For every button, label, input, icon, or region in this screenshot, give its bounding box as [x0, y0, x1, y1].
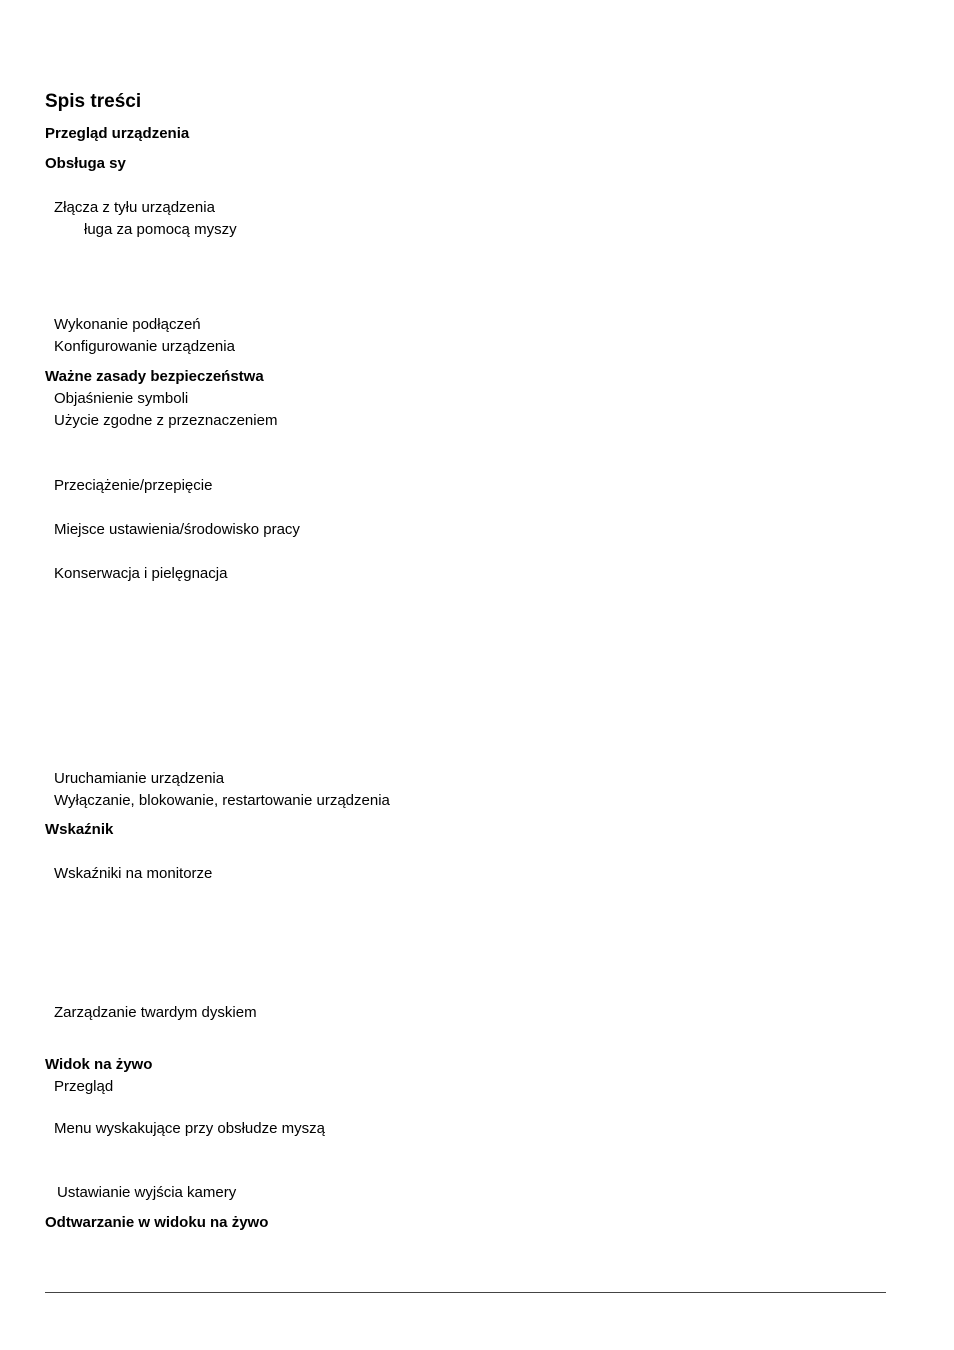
toc-entry-zlacza[interactable]: Złącza z tyłu urządzenia: [54, 199, 215, 216]
footer-divider: [45, 1292, 886, 1293]
toc-entry-zarzadzanie-dyskiem[interactable]: Zarządzanie twardym dyskiem: [54, 1004, 257, 1021]
toc-entry-uruchamianie[interactable]: Uruchamianie urządzenia: [54, 770, 225, 787]
toc-heading-przeglad-urzadzenia[interactable]: Przegląd urządzenia: [45, 125, 190, 142]
toc-entry-wylaczanie[interactable]: Wyłączanie, blokowanie, restartowanie urządzenia: [54, 792, 390, 809]
toc-entry-przeglad[interactable]: Przegląd: [54, 1078, 114, 1095]
toc-heading-wskaznik[interactable]: Wskaźnik: [45, 821, 114, 838]
toc-entry-menu-wyskakujace[interactable]: Menu wyskakujące przy obsłudze myszą: [54, 1120, 325, 1137]
toc-heading-odtwarzanie[interactable]: Odtwarzanie w widoku na żywo: [45, 1214, 269, 1231]
toc-entry-miejsce-ustawienia[interactable]: Miejsce ustawienia/środowisko pracy: [54, 521, 300, 538]
toc-entry-podlaczenia[interactable]: Wykonanie podłączeń: [54, 316, 201, 333]
toc-heading-zasady-bezpieczenstwa[interactable]: Ważne zasady bezpieczeństwa: [45, 368, 264, 385]
toc-entry-wyjscie-kamery[interactable]: Ustawianie wyjścia kamery: [57, 1184, 237, 1201]
toc-entry-objasnienie-symboli[interactable]: Objaśnienie symboli: [54, 390, 189, 407]
toc-entry-przeciazenie[interactable]: Przeciążenie/przepięcie: [54, 477, 213, 494]
toc-entry-wskazniki-monitor[interactable]: Wskaźniki na monitorze: [54, 865, 213, 882]
toc-entry-konserwacja[interactable]: Konserwacja i pielęgnacja: [54, 565, 228, 582]
toc-entry-konfigurowanie[interactable]: Konfigurowanie urządzenia: [54, 338, 235, 355]
toc-entry-uzycie-zgodne[interactable]: Użycie zgodne z przeznaczeniem: [54, 412, 278, 429]
toc-heading-widok-na-zywo[interactable]: Widok na żywo: [45, 1056, 153, 1073]
toc-title: Spis treści: [45, 91, 142, 112]
toc-heading-obsluga-systemu[interactable]: Obsługa sy: [45, 155, 126, 172]
toc-entry-obsluga-myszy[interactable]: ługa za pomocą myszy: [84, 221, 237, 238]
